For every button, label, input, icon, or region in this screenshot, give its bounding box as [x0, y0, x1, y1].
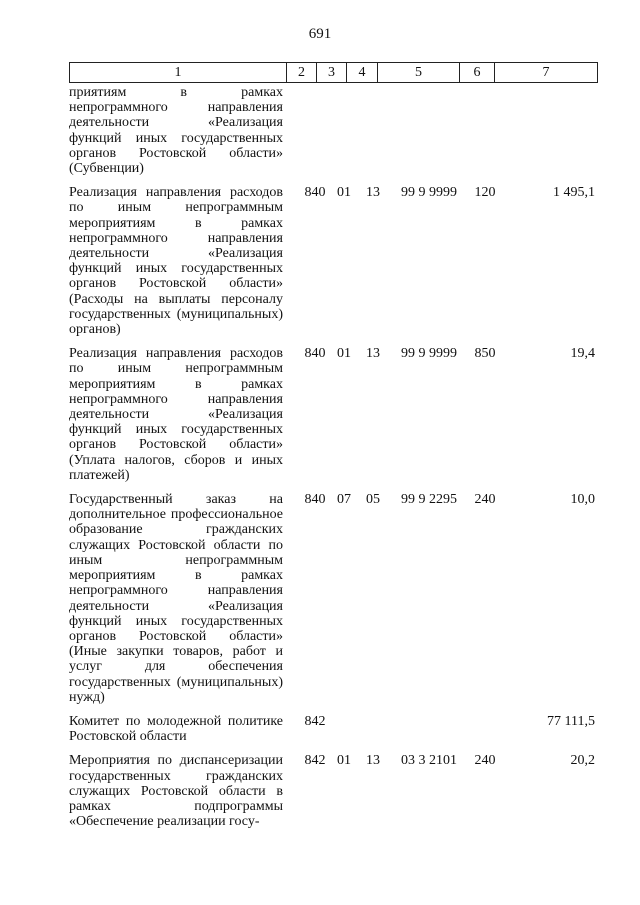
row-amount: 19,4	[570, 346, 595, 362]
row-subsection-code: 05	[366, 492, 380, 508]
row-subsection-code: 13	[366, 753, 380, 769]
row-description: Комитет по молодежной политике Ростовской области	[69, 713, 283, 745]
table-row	[69, 185, 598, 337]
table-row	[69, 346, 598, 483]
column-header-table	[69, 62, 598, 83]
row-ministry-code: 840	[304, 492, 326, 508]
table-row	[69, 85, 598, 176]
row-ministry-code: 842	[304, 753, 326, 769]
row-amount: 1 495,1	[553, 185, 595, 201]
row-target-code: 99 9 9999	[401, 346, 457, 362]
column-header-7: 7	[495, 63, 598, 83]
row-expense-type: 240	[474, 492, 496, 508]
row-subsection-code: 13	[366, 185, 380, 201]
row-target-code: 99 9 2295	[401, 492, 457, 508]
row-expense-type: 850	[474, 346, 496, 362]
column-header-2: 2	[287, 63, 317, 83]
row-description: Реализация направления расходов по иным непрограммным мероприятиям в рамках непрограммного направления деятельности «Реализация функций иных государственных органов Ростовской области» (Уплата налогов, сборов и иных платежей)	[69, 346, 283, 483]
table-row	[69, 753, 598, 829]
row-expense-type: 120	[474, 185, 496, 201]
row-ministry-code: 842	[304, 713, 326, 729]
page-number: 691	[308, 26, 332, 42]
row-section-code: 01	[337, 346, 351, 362]
row-target-code: 03 3 2101	[401, 753, 457, 769]
column-header-6: 6	[460, 63, 495, 83]
row-amount: 20,2	[570, 753, 595, 769]
row-description: Реализация направления расходов по иным непрограммным мероприятиям в рамках непрограммного направления деятельности «Реализация функций иных государственных органов Ростовской области» (Расходы на выплаты персоналу государственных (муниципальных) органов)	[69, 185, 283, 338]
row-section-code: 01	[337, 753, 351, 769]
row-section-code: 01	[337, 185, 351, 201]
table-row	[69, 714, 598, 744]
column-header-5: 5	[378, 63, 460, 83]
row-ministry-code: 840	[304, 346, 326, 362]
row-target-code: 99 9 9999	[401, 185, 457, 201]
column-header-1: 1	[70, 63, 287, 83]
row-description: Государственный заказ на дополнительное профессиональное образование гражданских служащих Ростовской области по иным непрограммным мероприятиям в рамках непрограммного направления деятельности «Реализация функций иных государственных органов Ростовской области» (Иные закупки товаров, работ и услуг для обеспечения государственных (муниципальных) нужд)	[69, 492, 283, 705]
row-amount: 77 111,5	[547, 713, 595, 729]
table-row	[69, 492, 598, 705]
budget-table-body	[69, 85, 598, 838]
column-header-3: 3	[317, 63, 347, 83]
row-amount: 10,0	[570, 492, 595, 508]
row-description: приятиям в рамках непрограммного направления деятельности «Реализация функций иных государственных органов Ростовской области» (Субвенции)	[69, 85, 283, 177]
row-ministry-code: 840	[304, 185, 326, 201]
row-expense-type: 240	[474, 753, 496, 769]
row-section-code: 07	[337, 492, 351, 508]
row-description: Мероприятия по диспансеризации государственных гражданских служащих Ростовской области в рамках подпрограммы «Обеспечение реализации госу-	[69, 753, 283, 830]
column-header-4: 4	[347, 63, 378, 83]
row-subsection-code: 13	[366, 346, 380, 362]
